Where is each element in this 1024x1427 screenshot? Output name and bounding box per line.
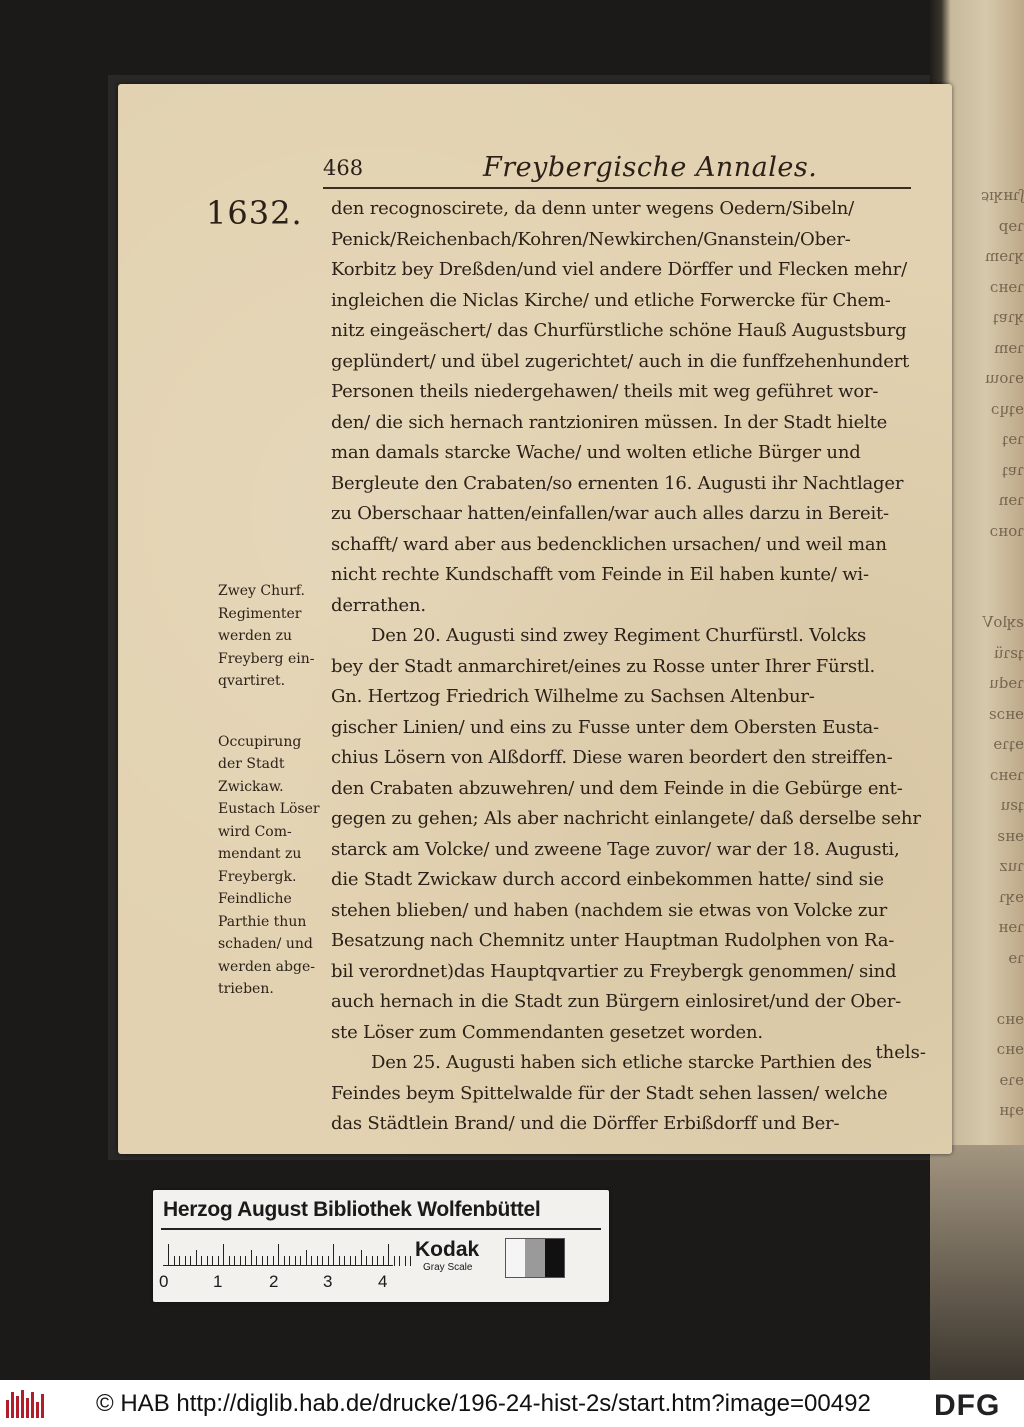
text-line: Feindes beym Spittelwalde für der Stadt sehen lassen/ welche — [331, 1082, 888, 1104]
swatch-gray — [525, 1239, 544, 1277]
swatch-white — [506, 1239, 525, 1277]
year-marker: 1632. — [206, 194, 303, 232]
text-line: nicht rechte Kundschafft vom Feinde in Eil haben kunte/ wi- — [331, 564, 869, 585]
margin-notes — [218, 580, 336, 1001]
catchword: thels- — [875, 1042, 926, 1063]
book-page — [118, 84, 952, 1154]
bleed-line: ɘʞɿ — [999, 887, 1024, 906]
text-line: nitz eingeäschert/ das Churfürstliche schöne Hauß Augustsburg — [331, 320, 907, 341]
scale-tick — [212, 1256, 213, 1266]
bleed-line: ɘʜɔƨ — [989, 704, 1024, 723]
bleed-line: ƨʞloV — [982, 613, 1024, 631]
text-line: schafft/ ward aber aus bedencklichen ursachen/ und weil man — [331, 533, 887, 555]
bleed-line: ɿɘʜ — [998, 918, 1024, 936]
margin-note — [218, 798, 336, 888]
scale-tick — [168, 1244, 169, 1266]
scale-tick — [207, 1256, 208, 1266]
scale-tick — [300, 1256, 301, 1266]
scale-tick — [201, 1256, 202, 1266]
bleed-line: ɘʜƨ — [997, 826, 1024, 845]
bleed-line: ɘʇʜ — [999, 1101, 1024, 1119]
scale-tick — [333, 1244, 334, 1266]
bleed-line: ɿɐʇ — [1002, 460, 1024, 479]
margin-note-line: Eustach Löser — [218, 801, 320, 817]
text-line: bey der Stadt anmarchiret/eines zu Rosse unter Ihrer Fürstl. — [331, 655, 876, 677]
text-line: chius Lösern von Alßdorff. Diese waren beordert den streiffen- — [331, 747, 893, 768]
bleed-line: ʃɿʜʞɪɕ — [980, 186, 1024, 204]
bleed-line — [953, 973, 1024, 1004]
scale-tick — [295, 1256, 296, 1266]
scale-tick — [185, 1256, 186, 1266]
bleed-line: ɿoʜɔ — [989, 521, 1024, 540]
bleed-line: ɿɘʜɔ — [989, 765, 1024, 784]
text-line: Bergleute den Crabaten/so ernenten 16. Augusti ihr Nachtlager — [331, 472, 904, 494]
text-line: bil verordnet)das Hauptqvartier zu Freybergk genommen/ sind — [331, 960, 897, 982]
margin-note — [218, 580, 336, 693]
copyright-url[interactable]: © HAB http://diglib.hab.de/drucke/196-24-hist-2s/start.htm?image=00492 — [96, 1390, 871, 1417]
bleed-line — [953, 577, 1024, 608]
scale-tick — [179, 1256, 180, 1266]
margin-note-line: mendant zu — [218, 846, 302, 862]
measurement-scale — [163, 1242, 393, 1266]
margin-note-line: Zwickaw. — [218, 778, 284, 795]
text-line: Den 20. Augusti sind zwey Regiment Churfürstl. Volcks — [371, 625, 867, 646]
bleed-line: ɘɿoɯ — [985, 369, 1024, 387]
bleed-line: ʇƨɿü — [993, 643, 1024, 662]
margin-note-line: schaden/ und — [218, 936, 313, 952]
margin-note — [218, 888, 336, 1001]
body-text — [331, 194, 931, 1140]
text-line: Personen theils niedergehawen/ theils mit weg geführet wor- — [331, 381, 879, 402]
swatch-black — [545, 1239, 564, 1277]
bleed-line: ɿɘp — [998, 216, 1024, 235]
margin-note-line: Freyberg ein- — [218, 650, 315, 667]
scale-tick — [344, 1256, 345, 1266]
scale-tick — [328, 1256, 329, 1266]
bleed-line: ʞɿɘm — [985, 247, 1024, 265]
margin-note-line: werden zu — [218, 628, 293, 644]
note-spacer — [218, 693, 336, 731]
scale-tick — [366, 1256, 367, 1266]
scale-tick — [245, 1256, 246, 1266]
archive-reference-card — [153, 1190, 609, 1302]
bleed-line: ɿɘ — [1008, 948, 1024, 967]
scale-tick — [377, 1256, 378, 1266]
scale-tick — [273, 1256, 274, 1266]
text-line: ste Löser zum Commendanten gesetzet worden. — [331, 1021, 763, 1043]
scale-tick — [399, 1256, 400, 1266]
scale-tick — [372, 1256, 373, 1266]
gray-scale-label: Gray Scale — [423, 1262, 473, 1273]
scale-tick — [350, 1256, 351, 1266]
text-line: man damals starcke Wache/ und wolten etliche Bürger und — [331, 442, 861, 463]
scale-tick — [284, 1256, 285, 1266]
bleed-line: ɿɘn — [998, 491, 1024, 509]
text-line: derrathen. — [331, 594, 426, 616]
text-line: stehen blieben/ und haben (nachdem sie etwas von Volcke zur — [331, 899, 888, 921]
text-line: die Stadt Zwickaw durch accord einbekommen hatte/ sind sie — [331, 869, 884, 890]
text-line: gischer Linien/ und eins zu Fusse unter dem Obersten Eusta- — [331, 716, 879, 738]
bleed-line: ɘʜɔ — [996, 1040, 1024, 1058]
scale-tick — [394, 1256, 395, 1266]
institution-name: Herzog August Bibliothek Wolfenbüttel — [163, 1198, 541, 1221]
scale-tick — [234, 1256, 235, 1266]
scale-tick — [256, 1256, 257, 1266]
margin-note-line: werden abge- — [218, 958, 315, 975]
text-line: auch hernach in die Stadt zun Bürgern einlosiret/und der Ober- — [331, 991, 901, 1012]
bleed-line: ɿɘm — [994, 338, 1024, 357]
scale-tick — [388, 1244, 389, 1266]
text-line: ingleichen die Niclas Kirche/ und etliche Forwercke für Chem- — [331, 289, 891, 311]
bleed-line: ɿɘdu — [989, 674, 1024, 692]
bleed-line: ɘʜɔ — [996, 1009, 1024, 1028]
bleed-line: ʞɿɐʇ — [993, 308, 1024, 326]
scale-tick — [174, 1256, 175, 1266]
margin-note-line: Parthie thun — [218, 913, 307, 930]
card-divider — [161, 1228, 601, 1230]
hab-logo-icon — [6, 1390, 46, 1418]
text-line: Penick/Reichenbach/Kohren/Newkirchen/Gnanstein/Ober- — [331, 228, 851, 250]
gray-scale-swatches — [505, 1238, 565, 1278]
margin-note-line: qvartiret. — [218, 673, 286, 689]
scale-tick — [262, 1256, 263, 1266]
scale-tick — [322, 1256, 323, 1266]
scale-tick — [240, 1256, 241, 1266]
text-line: starck am Volcke/ und zweene Tage zuvor/ war der 18. Augusti, — [331, 838, 900, 860]
scale-tick — [306, 1250, 307, 1266]
text-line: Gn. Hertzog Friedrich Wilhelme zu Sachsen Altenbur- — [331, 686, 815, 707]
scale-tick — [383, 1256, 384, 1266]
text-line: gegen zu gehen; Als aber nachricht einlangete/ daß derselbe sehr — [331, 808, 921, 829]
bleed-line: ɘʇɿɘ — [993, 735, 1024, 753]
kodak-logo: Kodak — [415, 1238, 480, 1261]
margin-note-line: Occupirung — [218, 733, 302, 750]
running-title: Freybergische Annales. — [483, 152, 818, 183]
dfg-logo: DFG — [934, 1389, 1001, 1422]
scale-tick — [339, 1256, 340, 1266]
text-line: geplündert/ und übel zugerichtet/ auch in die funffzehenhundert — [331, 350, 910, 372]
scale-label: 4 — [378, 1272, 388, 1291]
scale-tick — [311, 1256, 312, 1266]
text-line: das Städtlein Brand/ und die Dörffer Erbißdorff und Ber- — [331, 1113, 840, 1134]
text-line: Besatzung nach Chemnitz unter Hauptman Rudolphen von Ra- — [331, 930, 895, 951]
text-line: den/ die sich hernach rantzioniren müssen. In der Stadt hielte — [331, 411, 888, 433]
scale-tick — [289, 1256, 290, 1266]
scale-tick — [361, 1250, 362, 1266]
scale-tick — [223, 1244, 224, 1266]
scale-label: 0 — [159, 1272, 169, 1291]
footer-bar — [0, 1380, 1024, 1427]
margin-note-line: Zwey Churf. — [218, 583, 305, 599]
facing-page-bleed-through — [953, 180, 1024, 1126]
scale-tick — [251, 1250, 252, 1266]
scale-tick — [190, 1256, 191, 1266]
margin-note — [218, 731, 336, 799]
margin-note-line: Feindliche — [218, 891, 292, 907]
margin-note-line: wird Com- — [218, 823, 292, 840]
header-rule — [323, 187, 911, 189]
bleed-line: ɿɘʜɔ — [989, 277, 1024, 296]
bleed-line: ɿuz — [999, 857, 1024, 875]
scale-tick — [218, 1256, 219, 1266]
scale-label: 1 — [213, 1272, 223, 1291]
scale-tick — [355, 1256, 356, 1266]
bleed-line: ʇƨu — [1000, 796, 1024, 814]
text-line: Den 25. Augusti haben sich etliche starcke Parthien des — [371, 1052, 872, 1073]
text-line: den Crabaten abzuwehren/ und dem Feinde in die Gebürge ent- — [331, 777, 903, 799]
facing-page-shadow — [930, 1145, 1024, 1380]
page-header — [323, 152, 913, 186]
margin-note-line: Freybergk. — [218, 868, 297, 885]
bleed-line — [953, 546, 1024, 577]
scale-tick — [317, 1256, 318, 1266]
scale-labels — [159, 1272, 399, 1294]
margin-note-line: Regimenter — [218, 605, 302, 622]
margin-note-line: trieben. — [218, 981, 274, 997]
scale-tick — [410, 1256, 411, 1266]
bleed-line: ɿɘʇ — [1002, 430, 1024, 448]
text-line: den recognoscirete, da denn unter wegens Oedern/Sibeln/ — [331, 198, 855, 219]
text-line: Korbitz bey Dreßden/und viel andere Dörffer und Flecken mehr/ — [331, 259, 907, 280]
scale-tick — [267, 1256, 268, 1266]
scale-tick — [229, 1256, 230, 1266]
scale-label: 2 — [269, 1272, 279, 1291]
text-line: zu Oberschaar hatten/einfallen/war auch alles darzu in Bereit- — [331, 503, 889, 524]
scale-tick — [405, 1256, 406, 1266]
bleed-line: ɘɿɘ — [999, 1070, 1024, 1089]
scale-tick — [196, 1250, 197, 1266]
page-number: 468 — [323, 156, 364, 180]
margin-note-line: der Stadt — [218, 756, 285, 772]
scale-tick — [278, 1244, 279, 1266]
scale-label: 3 — [323, 1272, 333, 1291]
bleed-line: ɘʇɥɔ — [991, 399, 1024, 418]
